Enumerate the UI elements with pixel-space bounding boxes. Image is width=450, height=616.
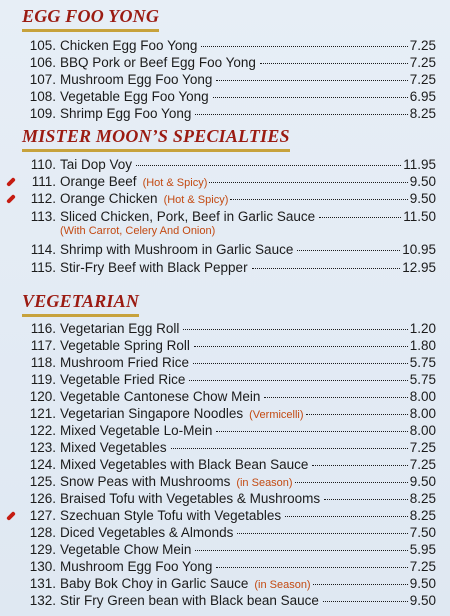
item-number: 118.	[30, 355, 56, 370]
menu-item	[18, 559, 436, 575]
menu-item	[18, 542, 436, 558]
menu-item	[18, 242, 436, 258]
item-number: 114.	[30, 242, 56, 257]
leader-dots	[324, 499, 408, 500]
item-price: 7.25	[409, 55, 436, 70]
item-price: 8.25	[409, 106, 436, 121]
item-price: 11.50	[403, 209, 436, 224]
item-price: 9.50	[409, 593, 436, 608]
menu-item	[18, 106, 436, 122]
leader-dots	[193, 363, 408, 364]
item-price: 7.25	[409, 457, 436, 472]
item-name: Braised Tofu with Vegetables & Mushrooms	[60, 491, 321, 506]
item-price: 7.25	[409, 440, 436, 455]
leader-dots	[313, 584, 408, 585]
item-price: 5.75	[409, 355, 436, 370]
item-price: 8.00	[409, 423, 436, 438]
item-price: 6.95	[409, 89, 436, 104]
item-name: Vegetable Fried Rice	[60, 372, 186, 387]
item-name: Vegetarian Egg Roll	[60, 321, 180, 336]
item-price: 9.50	[409, 191, 436, 206]
hot-pepper-icon	[6, 511, 16, 521]
item-name: Vegetable Egg Foo Yong	[60, 89, 209, 104]
item-name: Mushroom Egg Foo Yong	[60, 559, 213, 574]
item-number: 122.	[29, 423, 56, 438]
item-name: Mixed Vegetables	[60, 440, 167, 455]
item-name: Vegetarian Singapore Noodles	[60, 406, 244, 421]
item-number: 119.	[30, 372, 56, 387]
leader-dots	[297, 250, 400, 251]
item-number: 115.	[30, 260, 56, 275]
item-number: 107.	[29, 72, 56, 87]
item-price: 12.95	[402, 260, 436, 275]
item-number: 108.	[29, 89, 56, 104]
leader-dots	[183, 329, 407, 330]
item-note: (in Season)	[236, 477, 293, 489]
item-note: (in Season)	[254, 579, 311, 591]
item-number: 120.	[29, 389, 56, 404]
item-price: 7.25	[409, 38, 436, 53]
item-name: Diced Vegetables & Almonds	[60, 525, 234, 540]
menu-item	[18, 508, 436, 524]
item-number: 128.	[29, 525, 56, 540]
item-number: 116.	[30, 321, 56, 336]
leader-dots	[189, 380, 407, 381]
leader-dots	[209, 182, 407, 183]
item-price: 9.50	[409, 576, 436, 591]
item-price: 5.95	[409, 542, 436, 557]
menu-item	[18, 355, 436, 371]
leader-dots	[216, 80, 407, 81]
menu-item	[18, 372, 436, 388]
section-title-egg-foo-yong: EGG FOO YONG	[22, 6, 159, 32]
leader-dots	[194, 346, 408, 347]
item-name: Shrimp Egg Foo Yong	[60, 106, 192, 121]
menu-item	[18, 72, 436, 88]
item-name: Stir Fry Green bean with Black bean Sauce	[60, 593, 319, 608]
item-name: Vegetable Spring Roll	[60, 338, 190, 353]
item-name: Chicken Egg Foo Yong	[60, 38, 198, 53]
leader-dots	[216, 431, 407, 432]
section-title-vegetarian: VEGETARIAN	[22, 291, 139, 317]
item-price: 9.50	[409, 174, 436, 189]
menu-item	[18, 593, 436, 609]
item-price: 10.95	[402, 242, 436, 257]
leader-dots	[230, 199, 407, 200]
item-number: 105.	[29, 38, 56, 53]
item-name: Mixed Vegetable Lo-Mein	[60, 423, 213, 438]
menu-item	[18, 474, 436, 491]
menu-item	[18, 157, 436, 173]
item-number: 111.	[31, 174, 56, 189]
hot-pepper-icon	[6, 177, 16, 187]
leader-dots	[213, 97, 408, 98]
hot-pepper-icon	[6, 194, 16, 204]
item-number: 121.	[29, 406, 56, 421]
section-title-specialties: MISTER MOON’S SPECIALTIES	[22, 126, 290, 152]
menu-item	[18, 525, 436, 541]
item-name: Mushroom Egg Foo Yong	[60, 72, 213, 87]
item-number: 131.	[29, 576, 56, 591]
item-price: 7.50	[409, 525, 436, 540]
item-note: (Hot & Spicy)	[142, 177, 208, 189]
leader-dots	[171, 448, 408, 449]
menu-item	[18, 209, 436, 225]
item-price: 11.95	[403, 157, 436, 172]
leader-dots	[216, 567, 407, 568]
item-number: 130.	[29, 559, 56, 574]
menu-item	[18, 491, 436, 507]
item-price: 1.20	[409, 321, 436, 336]
item-number: 113.	[30, 209, 56, 224]
item-price: 7.25	[409, 559, 436, 574]
leader-dots	[195, 550, 407, 551]
item-price: 8.25	[409, 491, 436, 506]
item-number: 129.	[29, 542, 56, 557]
item-price: 8.25	[409, 508, 436, 523]
item-price: 9.50	[409, 474, 436, 489]
item-price: 8.00	[409, 389, 436, 404]
item-name: Shrimp with Mushroom in Garlic Sauce	[60, 242, 294, 257]
item-name: Tai Dop Voy	[60, 157, 133, 172]
leader-dots	[312, 465, 407, 466]
menu-item	[18, 423, 436, 439]
item-name: Vegetable Chow Mein	[60, 542, 192, 557]
leader-dots	[195, 114, 407, 115]
item-number: 110.	[30, 157, 56, 172]
item-price: 7.25	[409, 72, 436, 87]
item-number: 109.	[29, 106, 56, 121]
menu-item	[18, 406, 436, 423]
item-note: (Vermicelli)	[249, 409, 304, 421]
item-number: 112.	[30, 191, 56, 206]
item-name: Szechuan Style Tofu with Vegetables	[60, 508, 282, 523]
menu-item	[18, 38, 436, 54]
item-name: Mushroom Fried Rice	[60, 355, 190, 370]
menu-item	[18, 55, 436, 71]
item-name: Vegetable Cantonese Chow Mein	[60, 389, 261, 404]
leader-dots	[319, 217, 401, 218]
menu-item	[18, 89, 436, 105]
menu-item	[18, 174, 436, 191]
leader-dots	[260, 63, 408, 64]
leader-dots	[252, 268, 401, 269]
item-note: (Hot & Spicy)	[163, 194, 229, 206]
item-description: (With Carrot, Celery And Onion)	[60, 225, 216, 237]
item-number: 123.	[29, 440, 56, 455]
item-name: Orange Beef	[60, 174, 137, 189]
item-name: Baby Bok Choy in Garlic Sauce	[60, 576, 249, 591]
leader-dots	[136, 165, 401, 166]
item-price: 1.80	[409, 338, 436, 353]
item-name: BBQ Pork or Beef Egg Foo Yong	[60, 55, 256, 70]
leader-dots	[306, 414, 408, 415]
item-name: Snow Peas with Mushrooms	[60, 474, 231, 489]
menu-item	[18, 457, 436, 473]
item-number: 125.	[29, 474, 56, 489]
item-name: Mixed Vegetables with Black Bean Sauce	[60, 457, 309, 472]
item-price: 5.75	[409, 372, 436, 387]
item-number: 106.	[29, 55, 56, 70]
leader-dots	[201, 46, 407, 47]
menu-item	[18, 389, 436, 405]
menu-item	[18, 338, 436, 354]
leader-dots	[323, 601, 408, 602]
menu-item	[18, 191, 436, 208]
leader-dots	[285, 516, 408, 517]
menu-item	[18, 260, 436, 276]
item-name: Orange Chicken	[60, 191, 158, 206]
item-number: 127.	[29, 508, 56, 523]
menu-item	[18, 440, 436, 456]
leader-dots	[237, 533, 407, 534]
item-number: 124.	[29, 457, 56, 472]
leader-dots	[295, 482, 408, 483]
item-name: Stir-Fry Beef with Black Pepper	[60, 260, 248, 275]
leader-dots	[264, 397, 407, 398]
item-number: 117.	[30, 338, 56, 353]
item-price: 8.00	[409, 406, 436, 421]
item-number: 132.	[29, 593, 56, 608]
item-name: Sliced Chicken, Pork, Beef in Garlic Sauce	[60, 209, 316, 224]
menu-item	[18, 576, 436, 593]
menu-item	[18, 321, 436, 337]
item-number: 126.	[29, 491, 56, 506]
